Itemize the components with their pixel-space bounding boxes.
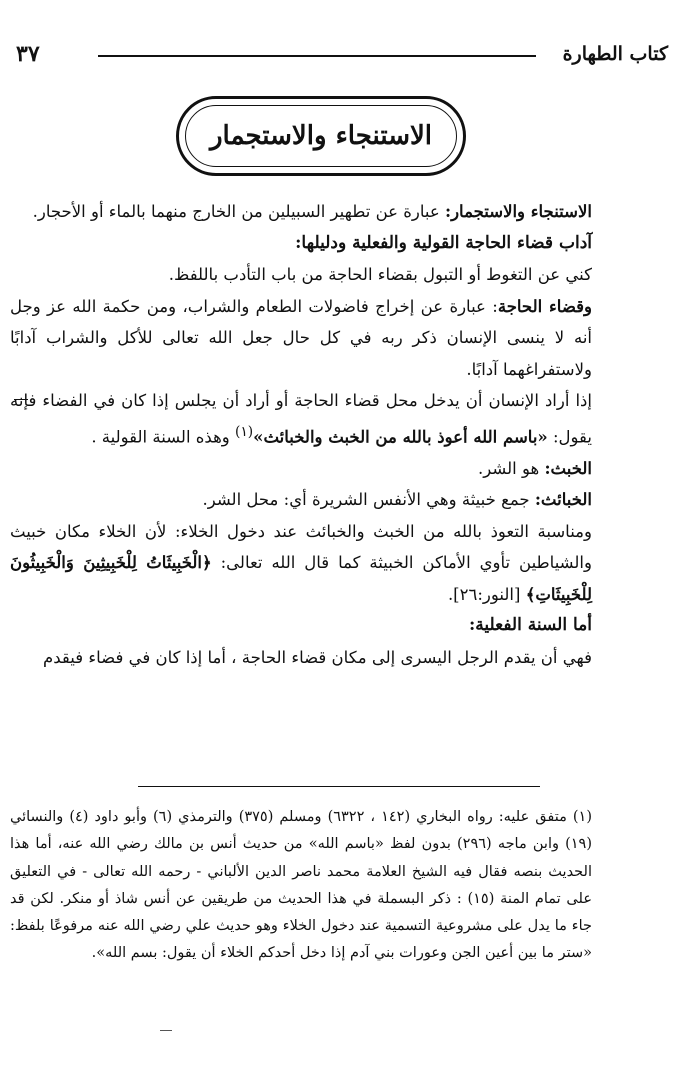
quran-verse: ﴿الْخَبِيثَاتُ لِلْخَبِيثِينَ وَالْخَبِيثُونَ لِلْخَبِيثَاتِ﴾ [10,553,592,604]
chapter-title: الاستنجاء والاستجمار [209,121,433,151]
khubth-text: هو الشر. [478,458,545,478]
header-rule [98,55,536,57]
term-khubth: الخبث: [544,458,592,478]
footnote [10,804,592,968]
body-text [10,196,592,673]
bottom-mark [160,1030,172,1031]
paragraph-qada-alhaja [10,291,592,386]
paragraph-entering [10,385,592,453]
page-number: ٣٧ [16,41,40,67]
paragraph-practical: فهي أن يقدم الرجل اليسرى إلى مكان قضاء الحاجة ، أما إذا كان في فضاء فيقدم [43,647,592,667]
chapter-title-inner-frame [185,105,457,167]
entering-text: إذا أراد الإنسان أن يدخل محل قضاء الحاجة أو أراد أن يجلس إذا كان في الفضاء فإنه يقول: [10,391,592,446]
paragraph-reason [10,516,592,611]
section-heading-practical: أما السنة الفعلية: [468,615,592,635]
paragraph-khabaith [10,484,592,516]
footnote-entry [10,804,592,968]
running-header [16,36,668,72]
term-qada-alhaja: وقضاء الحاجة [497,296,593,316]
khabaith-text: جمع خبيثة وهي الأنفس الشريرة أي: محل الشر. [202,490,535,509]
footnote-separator [138,786,540,787]
supplication-quote: «باسم الله أعوذ بالله من الخبث والخبائث» [253,427,548,446]
footnote-reference[interactable]: (١) [235,423,254,440]
chapter-title-frame [176,96,466,176]
section-heading-etiquette: آداب قضاء الحاجة القولية والفعلية ودليلها: [295,232,592,253]
definition-text: عبارة عن تطهير السبيلين من الخارج منهما بالماء أو الأحجار. [32,202,445,221]
footnote-marker: (١) [572,809,592,825]
paragraph-euphemism: كني عن التغوط أو التبول بقضاء الحاجة من باب التأدب باللفظ. [168,265,592,284]
margin-mark [14,399,28,400]
entering-tail: وهذه السنة القولية . [91,427,236,446]
term-istinja: الاستنجاء والاستجمار: [444,202,592,221]
paragraph-definition [10,196,592,228]
term-khabaith: الخبائث: [534,490,592,509]
qada-alhaja-text: : عبارة عن إخراج فاضولات الطعام والشراب، ومن حكمة الله عز وجل أنه لا ينسى الإنسان ذكر ربه في كل حال جعل الله تعالى للأكل والشراب آدابًا ولاستفراغهما آدابًا. [10,296,592,379]
verse-reference: [النور:٢٦]. [447,584,526,604]
paragraph-khubth [10,453,592,485]
reason-text: ومناسبة التعوذ بالله من الخبث والخبائث عند دخول الخلاء: لأن الخلاء مكان خبيث والشياطين تأوي الأماكن الخبيثة كما قال الله تعالى: [10,521,592,572]
running-header-title: كتاب الطهارة [562,43,668,65]
footnote-text: متفق عليه: رواه البخاري (١٤٢ ، ٦٣٢٢) ومسلم (٣٧٥) والترمذي (٦) وأبو داود (٤) والنسائي (١٩) وابن ماجه (٢٩٦) بدون لفظ «باسم الله» من حديث أنس بن مالك رضي الله عنه، أما هذا الحديث بنصه فقال فيه الشيخ العلامة محمد ناصر الدين الألباني - رحمه الله تعالى - في التعليق على تمام المنة (١٥) : ذكر البسملة في هذا الحديث من طريقين عن أنس شاذ أو منكر. لكن قد جاء ما يدل على مشروعية التسمية عند دخول الخلاء وهو حديث علي رضي الله عنه مرفوعًا بلفظ: «ستر ما بين أعين الجن وعورات بني آدم إذا دخل أحدكم الخلاء أن يقول: بسم الله». [10,809,592,962]
